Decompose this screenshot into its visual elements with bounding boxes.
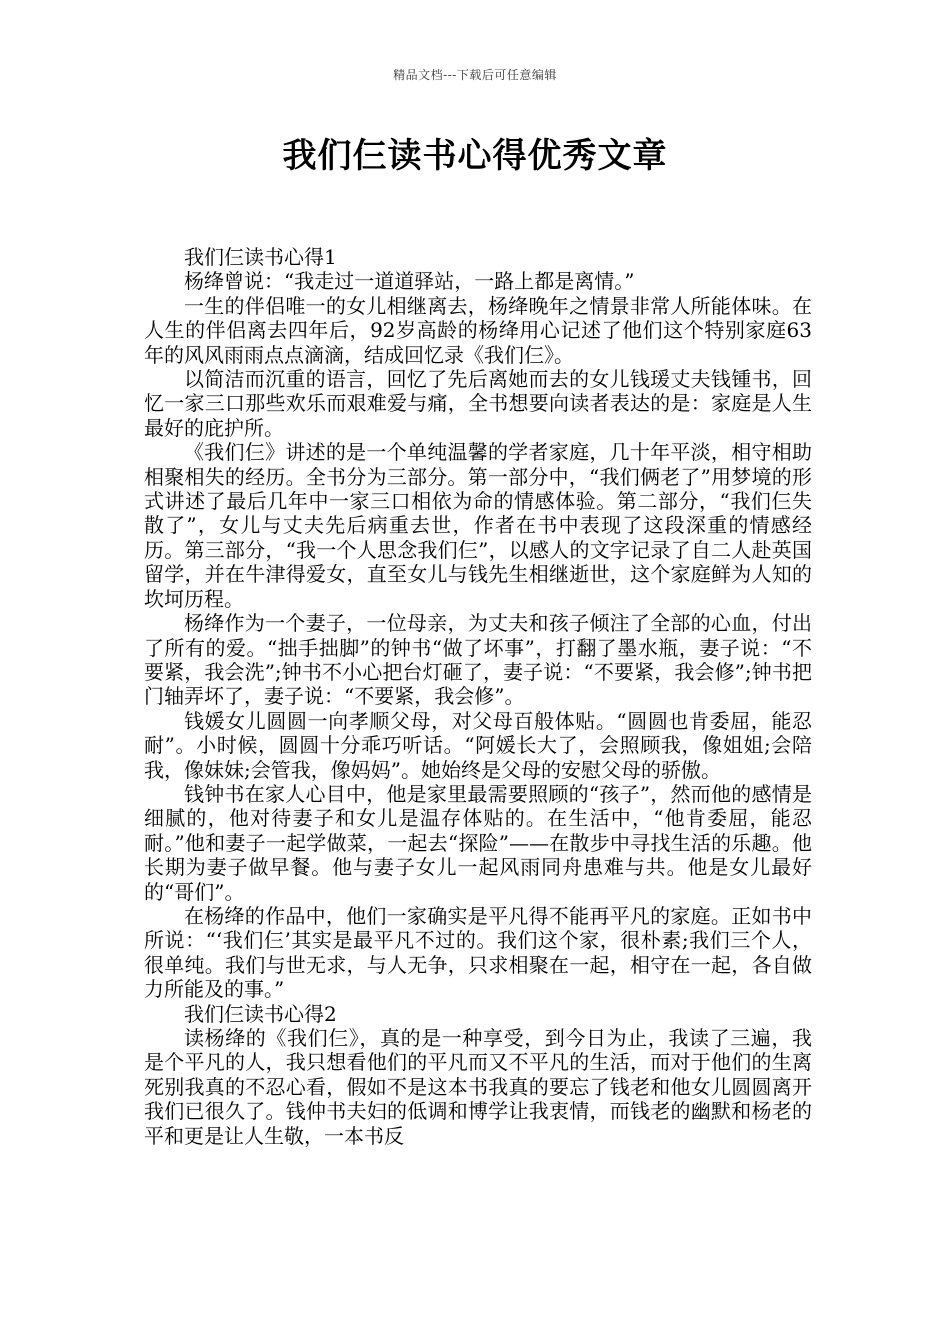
- paragraph: 我们仨读书心得1: [184, 245, 337, 269]
- paragraph: 以简洁而沉重的语言，回忆了先后离她而去的女儿钱瑗丈夫钱锺书，回忆一家三口那些欢乐而艰难爱与痛，全书想要向读者表达的是：家庭是人生最好的庇护所。: [144, 367, 812, 440]
- paragraph: 在杨绛的作品中，他们一家确实是平凡得不能再平凡的家庭。正如书中所说：“‘我们仨’其实是最平凡不过的。我们这个家，很朴素;我们三个人，很单纯。我们与世无求，与人无争，只求相聚在一起，相守在一起，各自做力所能及的事。”: [144, 903, 812, 1002]
- paragraph: 钱钟书在家人心目中，他是家里最需要照顾的“孩子”，然而他的感情是细腻的，他对待妻子和女儿是温存体贴的。在生活中，“他肯委屈，能忍耐。”他和妻子一起学做菜，一起去“探险”——在散步中寻找生活的乐趣。他长期为妻子做早餐。他与妻子女儿一起风雨同舟患难与共。他是女儿最好的“哥们”。: [144, 781, 812, 904]
- header-note: 精品文档---下载后可任意编辑: [393, 68, 557, 82]
- paragraph: 一生的伴侣唯一的女儿相继离去，杨绛晚年之情景非常人所能体味。在人生的伴侣离去四年后，92岁高龄的杨绛用心记述了他们这个特别家庭63年的风风雨雨点点滴滴，结成回忆录《我们仨》。: [144, 293, 812, 367]
- paragraph: 杨绛作为一个妻子，一位母亲，为丈夫和孩子倾注了全部的心血，付出了所有的爱。“拙手拙脚”的钟书“做了坏事”，打翻了墨水瓶，妻子说：“不要紧，我会洗”;钟书不小心把台灯砸了，妻子说：“不要紧，我会修”;钟书把门轴弄坏了，妻子说：“不要紧，我会修”。: [144, 611, 812, 709]
- paragraph: 读杨绛的《我们仨》，真的是一种享受，到今日为止，我读了三遍，我是个平凡的人，我只想看他们的平凡而又不平凡的生活，而对于他们的生离死别我真的不忍心看，假如不是这本书我真的要忘了钱老和他女儿圆圆离开我们已很久了。钱仲书夫妇的低调和博学让我衷情，而钱老的幽默和杨老的平和更是让人生敬，一本书反: [144, 1026, 812, 1148]
- paragraph: 钱媛女儿圆圆一向孝顺父母，对父母百般体贴。“圆圆也肯委屈，能忍耐”。小时候，圆圆十分乖巧听话。“阿媛长大了，会照顾我，像姐姐;会陪我，像妹妹;会管我，像妈妈”。她始终是父母的安慰父母的骄傲。: [144, 708, 812, 782]
- document-title: 我们仨读书心得优秀文章: [282, 136, 668, 176]
- paragraph: 杨绛曾说：“我走过一道道驿站，一路上都是离情。”: [184, 269, 635, 294]
- document-body: [144, 245, 812, 1148]
- paragraph: 我们仨读书心得2: [184, 1001, 337, 1026]
- paragraph: 《我们仨》讲述的是一个单纯温馨的学者家庭，几十年平淡，相守相助相聚相失的经历。全书分为三部分。第一部分中，“我们俩老了”用梦境的形式讲述了最后几年中一家三口相依为命的情感体验。第二部分，“我们仨失散了”，女儿与丈夫先后病重去世，作者在书中表现了这段深重的情感经历。第三部分，“我一个人思念我们仨”，以感人的文字记录了自二人赴英国留学，并在牛津得爱女，直至女儿与钱先生相继逝世，这个家庭鲜为人知的坎坷历程。: [144, 440, 812, 611]
